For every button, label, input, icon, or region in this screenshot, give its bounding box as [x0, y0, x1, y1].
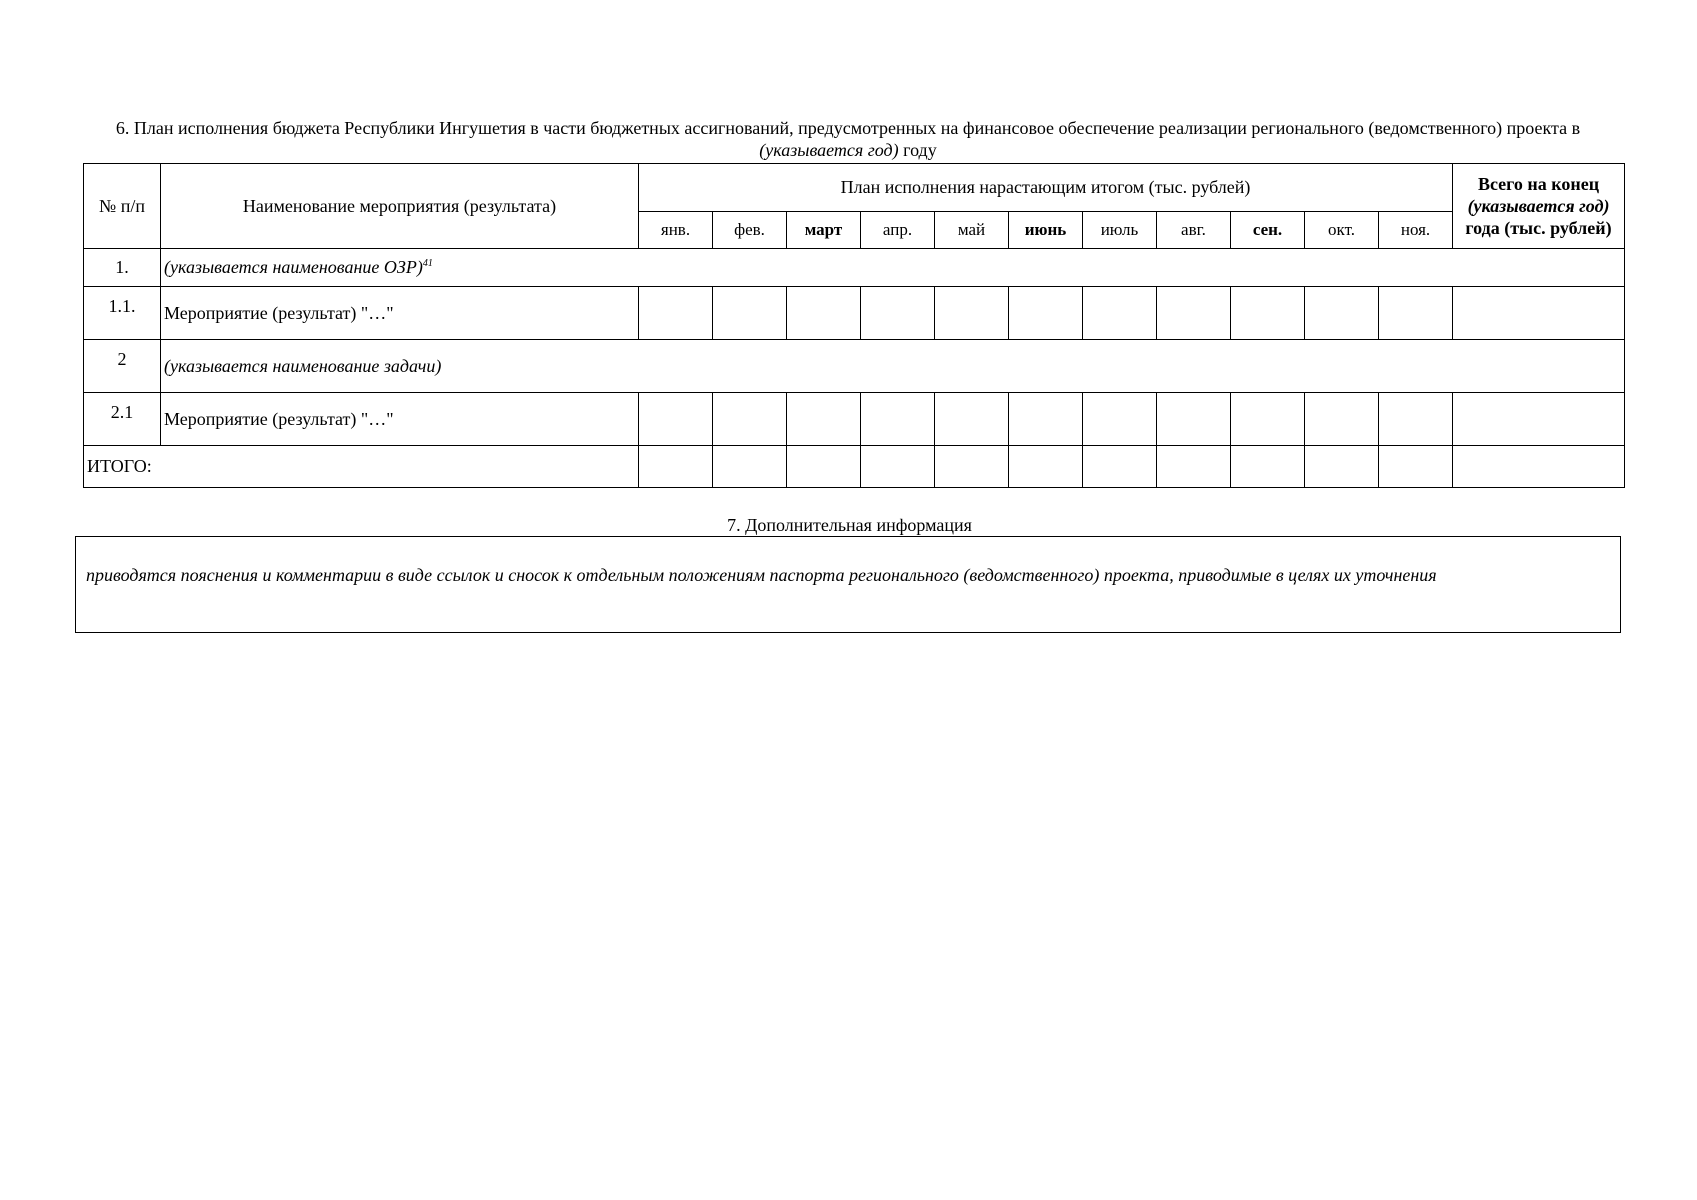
cell: [861, 446, 935, 488]
cell: [1453, 446, 1625, 488]
section-6-title: [83, 117, 1613, 161]
cell: [787, 446, 861, 488]
total-row: [84, 446, 1625, 488]
section-6-title-year: (указывается год): [759, 140, 899, 160]
header-total-line2: (указывается год): [1467, 196, 1610, 216]
month-aug: авг.: [1157, 212, 1231, 249]
cell: [935, 393, 1009, 446]
budget-plan-table: [83, 163, 1625, 488]
cell: [861, 287, 935, 340]
cell: [787, 287, 861, 340]
month-sep: сен.: [1231, 212, 1305, 249]
row-label: (указывается наименование задачи): [161, 340, 1625, 393]
cell: [1157, 393, 1231, 446]
cell: [1157, 287, 1231, 340]
footnote-ref: 41: [422, 258, 433, 269]
section-6-title-text: 6. План исполнения бюджета Республики Ингушетия в части бюджетных ассигнований, предусмотренных на финансовое обеспечение реализации регионального (ведомственного) проекта в: [115, 118, 1581, 138]
row-number: 1.: [84, 249, 161, 287]
cell: [935, 287, 1009, 340]
cell: [1009, 446, 1083, 488]
additional-info-text: приводятся пояснения и комментарии в виде ссылок и сносок к отдельным положениям паспорта регионального (ведомственного) проекта, приводимые в целях их уточнения: [86, 565, 1437, 585]
cell: [1379, 393, 1453, 446]
row-number: 2: [84, 340, 161, 393]
cell: [1083, 446, 1157, 488]
month-mar: март: [787, 212, 861, 249]
month-jan: янв.: [639, 212, 713, 249]
section-6-title-suffix: году: [898, 140, 937, 160]
cell: [713, 393, 787, 446]
cell: [1453, 393, 1625, 446]
cell: [713, 287, 787, 340]
header-plan-label: План исполнения нарастающим итогом (тыс. рублей): [840, 177, 1251, 197]
section-7-title: 7. Дополнительная информация: [727, 515, 972, 535]
row-number: 1.1.: [84, 287, 161, 340]
cell: [1009, 393, 1083, 446]
month-may: май: [935, 212, 1009, 249]
table-row: [84, 340, 1625, 393]
cell: [639, 287, 713, 340]
cell: [1157, 446, 1231, 488]
row-label-text: (указывается наименование ОЗР): [164, 257, 423, 277]
cell: [1083, 393, 1157, 446]
additional-info-box: [75, 536, 1621, 633]
cell: [787, 393, 861, 446]
row-label: [161, 249, 1625, 287]
month-jun: июнь: [1009, 212, 1083, 249]
cell: [1305, 446, 1379, 488]
header-number: [84, 164, 161, 249]
header-total: [1453, 164, 1625, 249]
table-row: [84, 249, 1625, 287]
cell: [1231, 287, 1305, 340]
header-name: [161, 164, 639, 249]
row-label: Мероприятие (результат) "…": [161, 393, 639, 446]
cell: [639, 446, 713, 488]
cell: [861, 393, 935, 446]
table-row: [84, 393, 1625, 446]
header-total-line3: года (тыс. рублей): [1465, 218, 1612, 238]
month-jul: июль: [1083, 212, 1157, 249]
month-oct: окт.: [1305, 212, 1379, 249]
cell: [1379, 446, 1453, 488]
header-name-label: Наименование мероприятия (результата): [242, 195, 557, 216]
cell: [1231, 393, 1305, 446]
header-plan: [639, 164, 1453, 212]
header-total-line1: Всего на конец: [1477, 174, 1600, 194]
cell: [1379, 287, 1453, 340]
header-number-label: № п/п: [99, 195, 145, 216]
month-nov: ноя.: [1379, 212, 1453, 249]
cell: [1083, 287, 1157, 340]
cell: [713, 446, 787, 488]
cell: [935, 446, 1009, 488]
cell: [1231, 446, 1305, 488]
cell: [1305, 287, 1379, 340]
row-label: Мероприятие (результат) "…": [161, 287, 639, 340]
cell: [639, 393, 713, 446]
total-label: ИТОГО:: [84, 446, 639, 488]
cell: [1009, 287, 1083, 340]
month-apr: апр.: [861, 212, 935, 249]
cell: [1305, 393, 1379, 446]
cell: [1453, 287, 1625, 340]
row-number: 2.1: [84, 393, 161, 446]
month-feb: фев.: [713, 212, 787, 249]
table-row: [84, 287, 1625, 340]
